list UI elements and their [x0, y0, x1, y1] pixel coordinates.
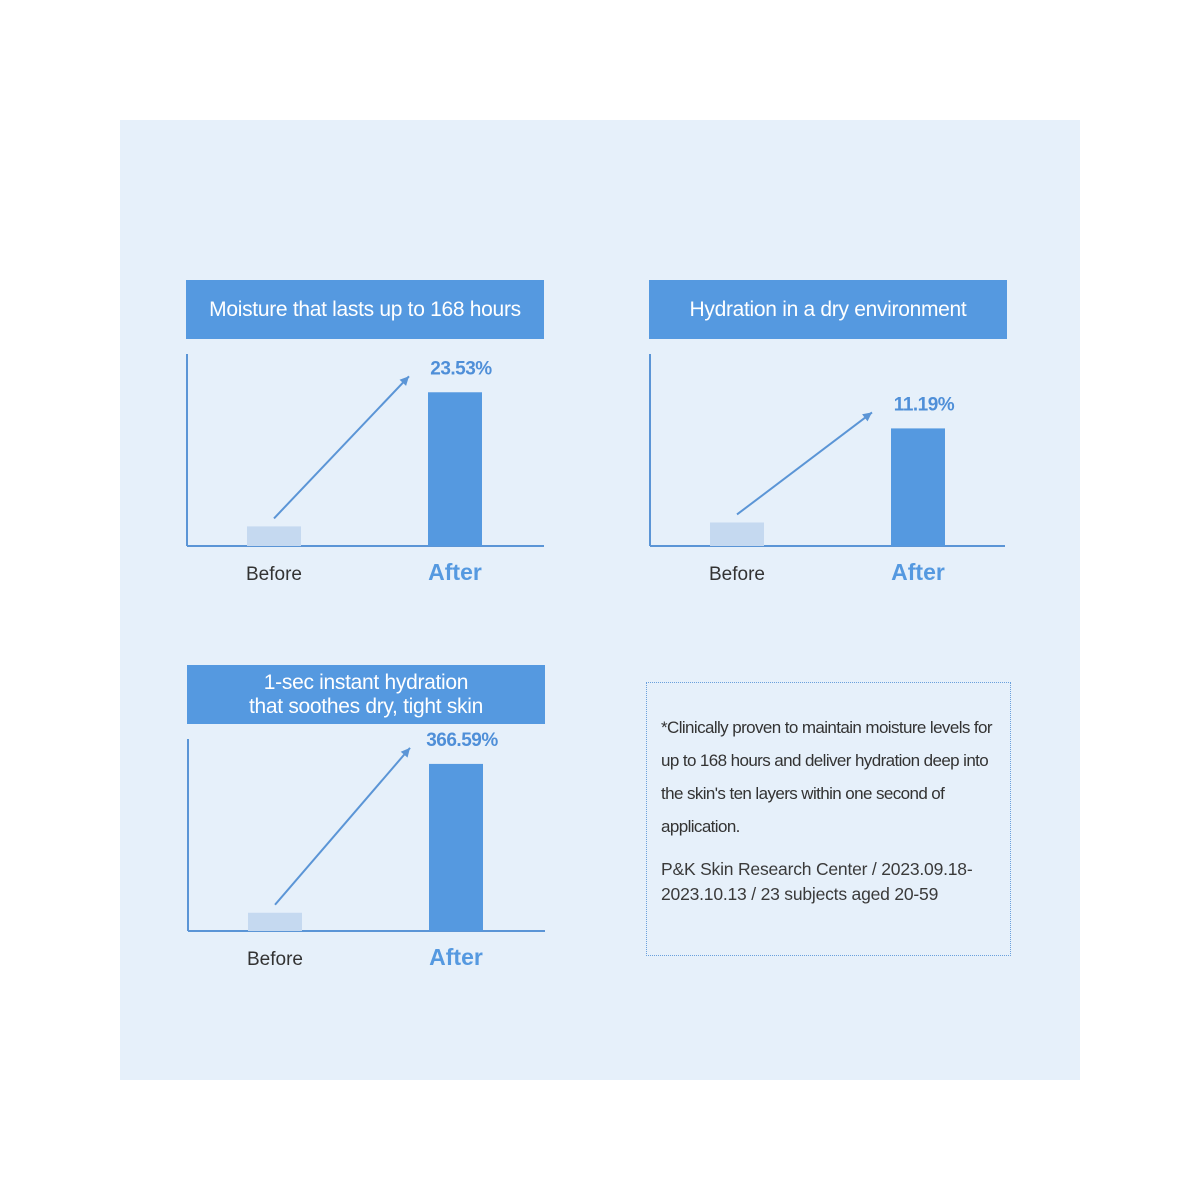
chart-3-title-line-2: that soothes dry, tight skin [248, 694, 483, 718]
category-label-before: Before [709, 564, 765, 585]
chart-2-title [649, 280, 1007, 339]
category-label-before: Before [246, 564, 302, 585]
chart-1-moisture [180, 350, 560, 600]
chart-2-title-text: Hydration in a dry environment [689, 297, 967, 321]
chart-1-title-text: Moisture that lasts up to 168 hours [209, 297, 521, 321]
clinical-note-text: *Clinically proven to maintain moisture levels for up to 168 hours and deliver hydration deep into the skin's ten layers within one second of application. [661, 718, 992, 836]
chart-3-instant-hydration [181, 729, 561, 985]
trend-arrow-head-icon [862, 412, 872, 421]
bar-after [891, 428, 945, 546]
category-label-before: Before [247, 949, 303, 970]
chart-3-title [187, 665, 545, 724]
study-source-text: P&K Skin Research Center / 2023.09.18-2023.10.13 / 23 subjects aged 20-59 [661, 859, 973, 904]
chart-2-hydration [643, 350, 1023, 600]
trend-arrow-line [274, 376, 409, 518]
category-label-after: After [428, 559, 482, 585]
bar-before [247, 526, 301, 546]
value-label: 11.19% [893, 394, 955, 416]
trend-arrow-line [275, 748, 410, 905]
trend-arrow-line [737, 412, 872, 514]
chart-3-title-line-1: 1-sec instant hydration [263, 670, 469, 694]
value-label: 366.59% [426, 729, 498, 751]
chart-1-title [186, 280, 544, 339]
bar-before [710, 522, 764, 546]
bar-before [248, 913, 302, 931]
value-label: 23.53% [430, 358, 492, 380]
category-label-after: After [429, 944, 483, 970]
clinical-note-box [646, 682, 1011, 956]
category-label-after: After [891, 559, 945, 585]
bar-after [428, 392, 482, 546]
bar-after [429, 764, 483, 931]
